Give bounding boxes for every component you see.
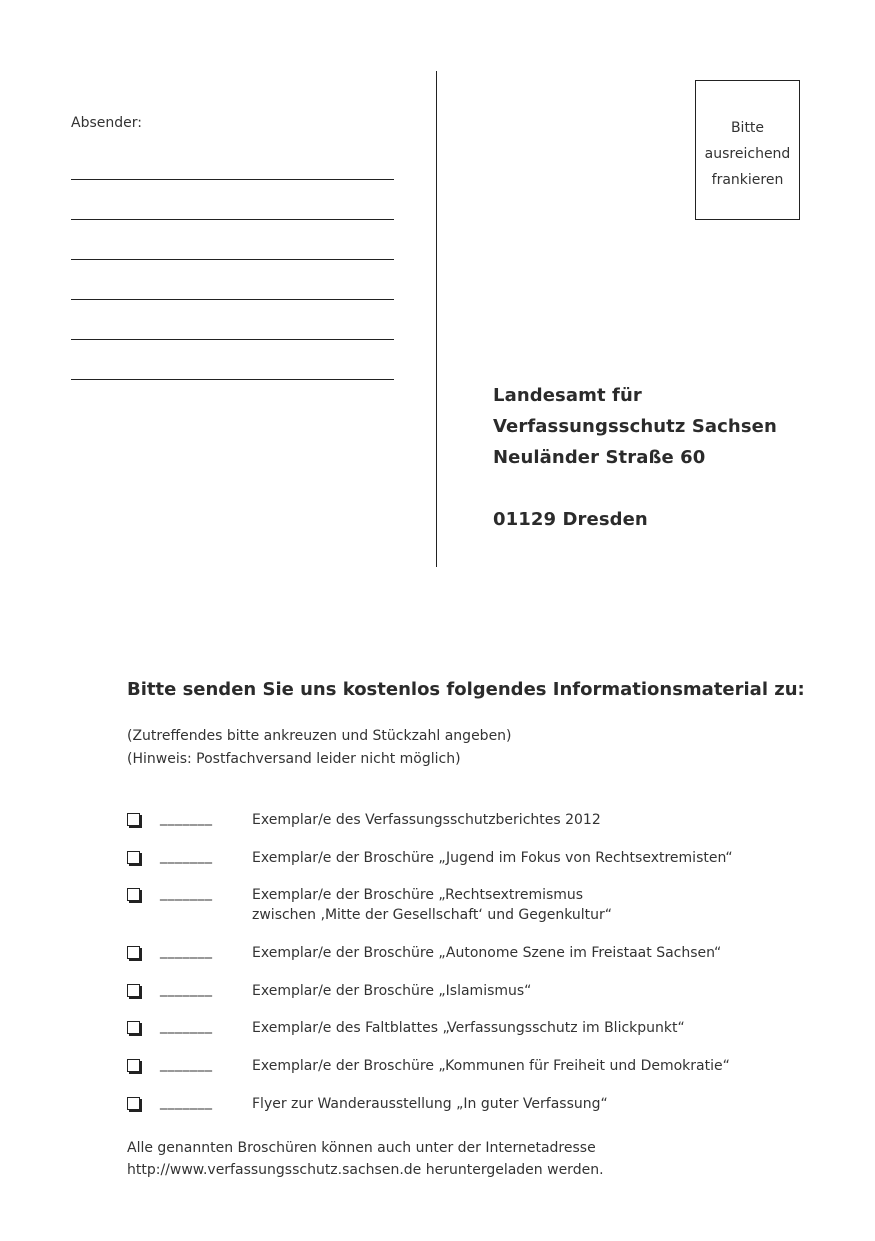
stamp-text-2: ausreichend: [704, 146, 791, 162]
order-item-5: [127, 981, 847, 1003]
order-item-text: Exemplar/e der Broschüre „Kommunen für Freiheit und Demokratie“: [252, 1058, 730, 1074]
quantity-field[interactable]: _______: [160, 810, 213, 826]
recipient-line-3: Neuländer Straße 60: [493, 447, 706, 468]
checkbox-icon[interactable]: [127, 851, 140, 864]
sender-line-4[interactable]: [71, 299, 394, 300]
sender-line-5[interactable]: [71, 339, 394, 340]
checkbox-icon[interactable]: [127, 1097, 140, 1110]
order-item-2: [127, 848, 847, 870]
order-item-4: [127, 943, 847, 965]
footer-url-line: http://www.verfassungsschutz.sachsen.de heruntergeladen werden.: [127, 1162, 604, 1178]
recipient-line-2: Verfassungsschutz Sachsen: [493, 416, 777, 437]
stamp-text-1: Bitte: [730, 120, 765, 136]
sender-line-3[interactable]: [71, 259, 394, 260]
order-note-1: (Zutreffendes bitte ankreuzen und Stückzahl angeben): [127, 728, 512, 744]
sender-line-1[interactable]: [71, 179, 394, 180]
order-item-1: [127, 810, 847, 832]
order-note-2: (Hinweis: Postfachversand leider nicht möglich): [127, 751, 461, 767]
checkbox-icon[interactable]: [127, 813, 140, 826]
stamp-text-3: frankieren: [711, 172, 784, 188]
order-item-6: [127, 1018, 847, 1040]
checkbox-icon[interactable]: [127, 946, 140, 959]
quantity-field[interactable]: _______: [160, 1056, 213, 1072]
order-item-3: [127, 885, 847, 927]
order-item-text: Exemplar/e der Broschüre „Jugend im Fokus von Rechtsextremisten“: [252, 850, 733, 866]
order-item-text: Exemplar/e des Faltblattes „Verfassungsschutz im Blickpunkt“: [252, 1020, 685, 1036]
sender-line-6[interactable]: [71, 379, 394, 380]
order-item-7: [127, 1056, 847, 1078]
order-item-text: Exemplar/e der Broschüre „Islamismus“: [252, 983, 532, 999]
quantity-field[interactable]: _______: [160, 848, 213, 864]
checkbox-icon[interactable]: [127, 984, 140, 997]
quantity-field[interactable]: _______: [160, 1094, 213, 1110]
order-item-text-line-2: zwischen ‚Mitte der Gesellschaft‘ und Gegenkultur“: [252, 907, 613, 923]
order-item-text: Flyer zur Wanderausstellung „In guter Verfassung“: [252, 1096, 608, 1112]
checkbox-icon[interactable]: [127, 1059, 140, 1072]
order-item-text: Exemplar/e des Verfassungsschutzberichtes 2012: [252, 812, 601, 828]
checkbox-icon[interactable]: [127, 1021, 140, 1034]
footer-line-1: Alle genannten Broschüren können auch unter der Internetadresse: [127, 1140, 596, 1156]
quantity-field[interactable]: _______: [160, 981, 213, 997]
quantity-field[interactable]: _______: [160, 943, 213, 959]
checkbox-icon[interactable]: [127, 888, 140, 901]
stamp-box: [695, 80, 800, 220]
sender-line-2[interactable]: [71, 219, 394, 220]
sender-label: Absender:: [71, 115, 142, 131]
order-item-8: [127, 1094, 847, 1116]
order-item-text: Exemplar/e der Broschüre „Rechtsextremismus: [252, 887, 584, 903]
vertical-divider: [436, 71, 437, 567]
order-item-text: Exemplar/e der Broschüre „Autonome Szene im Freistaat Sachsen“: [252, 945, 722, 961]
order-heading: Bitte senden Sie uns kostenlos folgendes Informationsmaterial zu:: [127, 679, 805, 700]
recipient-city: 01129 Dresden: [493, 509, 648, 530]
quantity-field[interactable]: _______: [160, 885, 213, 901]
recipient-line-1: Landesamt für: [493, 385, 642, 406]
quantity-field[interactable]: _______: [160, 1018, 213, 1034]
